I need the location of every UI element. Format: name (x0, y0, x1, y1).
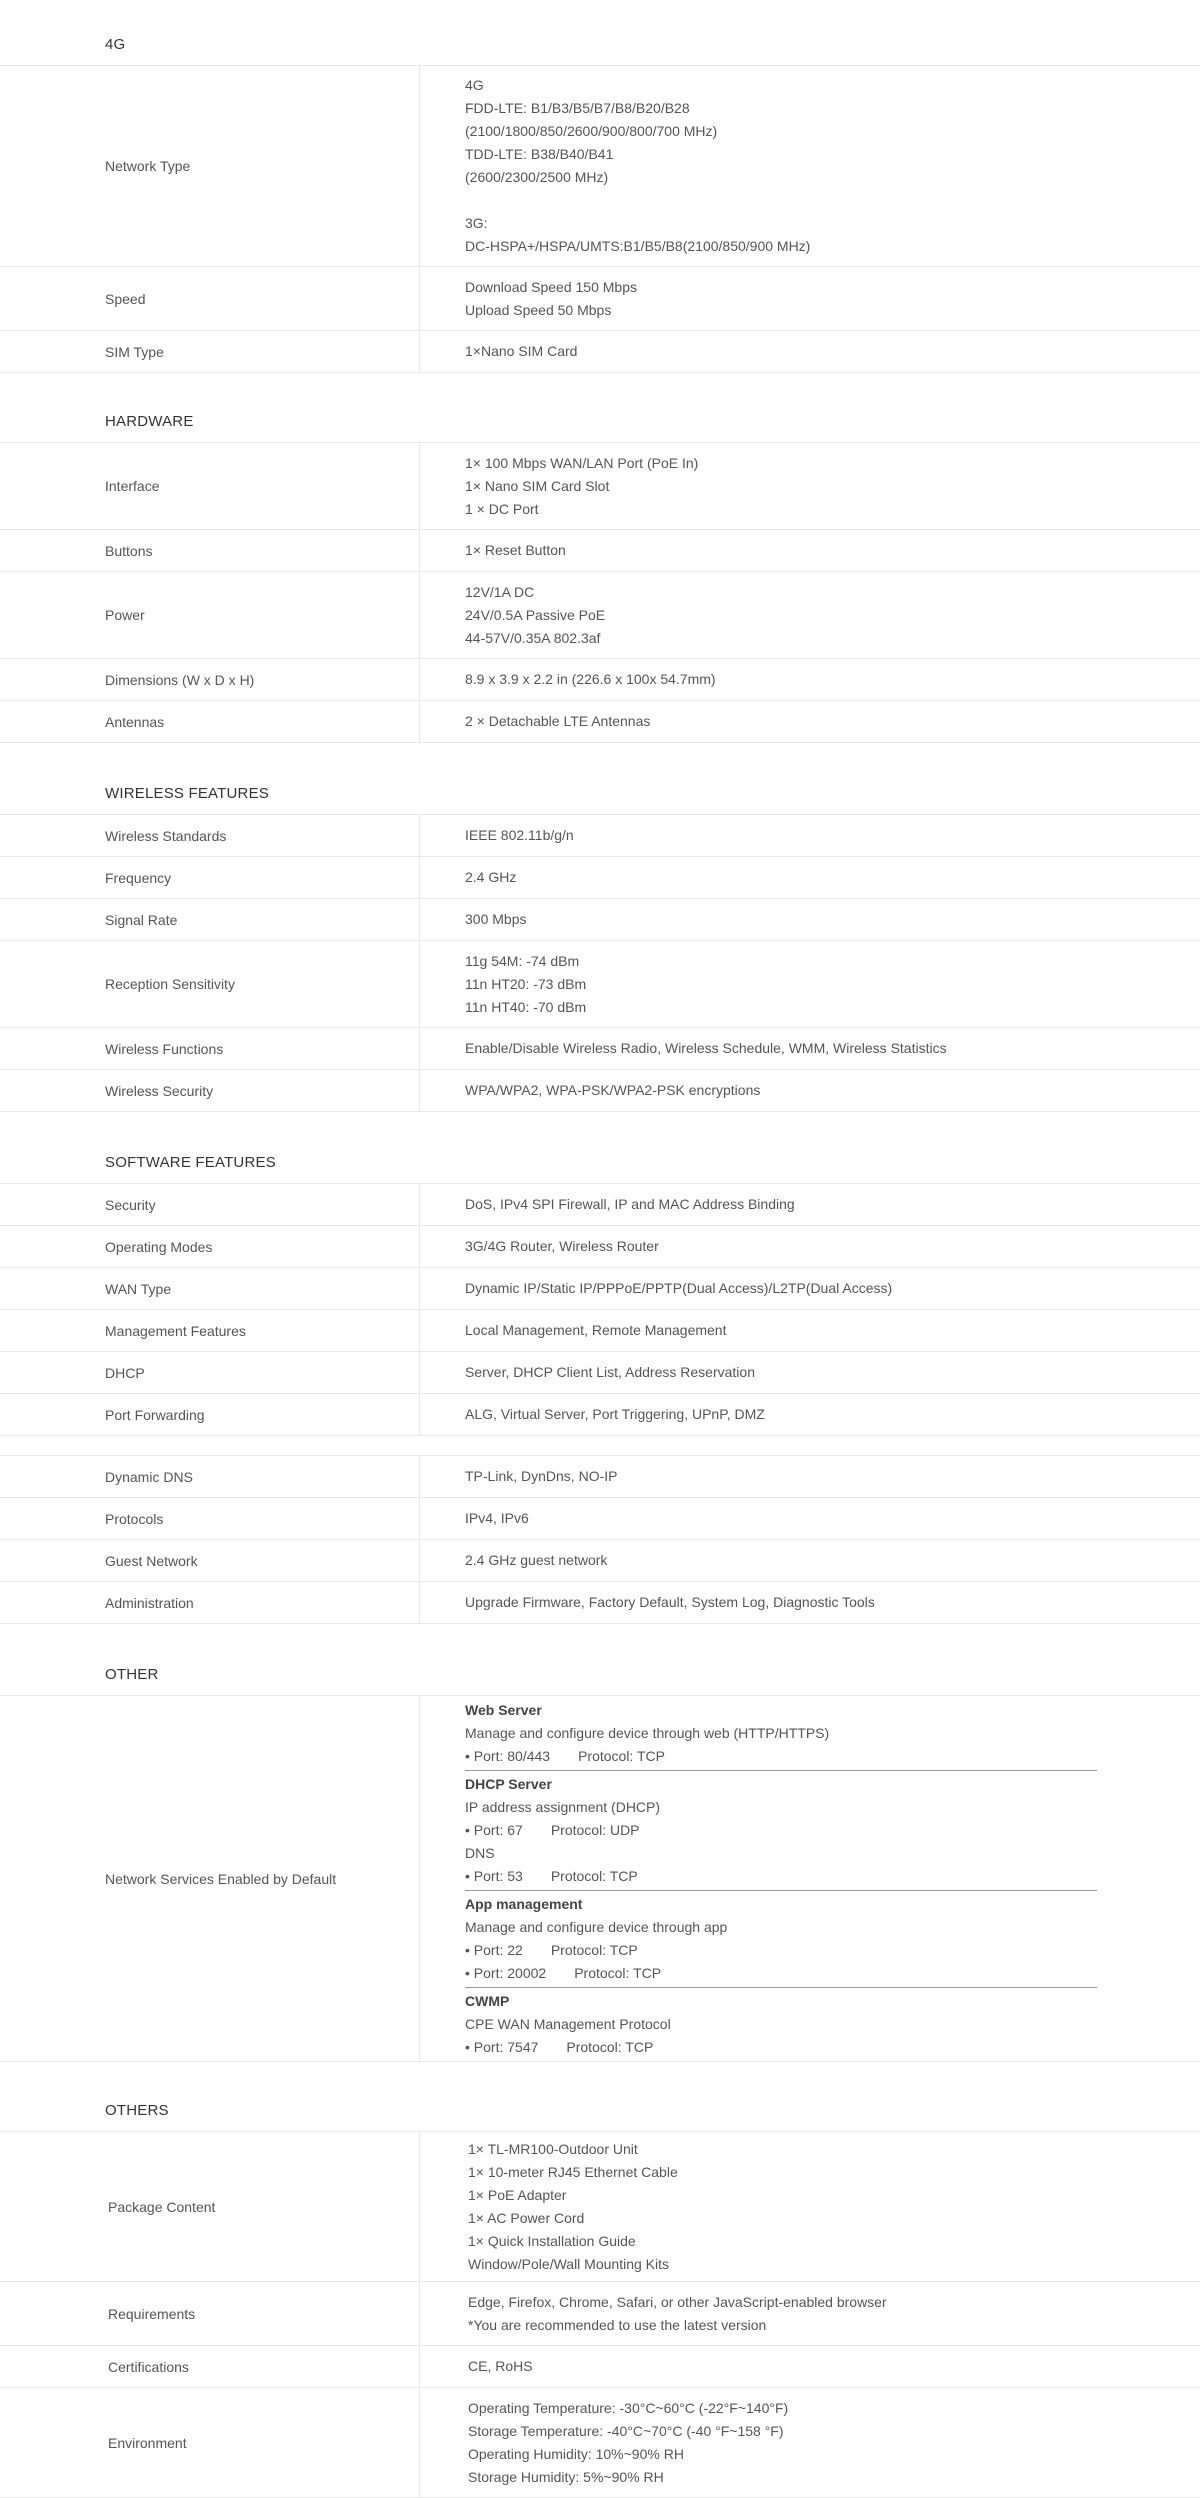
spec-value-line: Upload Speed 50 Mbps (465, 301, 612, 318)
spec-row (0, 66, 1200, 267)
spec-row (0, 1352, 1200, 1394)
spec-value-line: TP-Link, DynDns, NO-IP (465, 1468, 618, 1484)
spec-row (0, 2388, 1200, 2498)
spec-label: Environment (0, 2388, 420, 2497)
spec-row (0, 857, 1200, 899)
spec-row (0, 1184, 1200, 1226)
spec-row (0, 1582, 1200, 1624)
service-desc: Manage and configure device through app (465, 1918, 728, 1935)
spec-label: Dimensions (W x D x H) (0, 659, 420, 700)
spec-value-line: 2 × Detachable LTE Antennas (465, 713, 651, 729)
service-port-line (465, 1939, 1097, 1962)
spec-label: Antennas (0, 701, 420, 742)
service-port-line (465, 2036, 1097, 2059)
spec-value-line: Storage Temperature: -40°C~70°C (-40 °F~158 °F) (468, 2422, 784, 2439)
spec-label: Dynamic DNS (0, 1456, 420, 1497)
spec-label: Power (0, 572, 420, 658)
section-title-others: OTHERS (0, 2062, 1200, 2132)
spec-value (420, 815, 1200, 856)
spec-value (420, 1226, 1200, 1267)
service-extra: DNS (465, 1844, 495, 1861)
spec-value (420, 1028, 1200, 1069)
spec-label: WAN Type (0, 1268, 420, 1309)
spec-value-line: TDD-LTE: B38/B40/B41 (465, 146, 614, 162)
spec-label: Network Type (0, 66, 420, 266)
service-name: CWMP (465, 1992, 510, 2009)
spec-value-line: Storage Humidity: 5%~90% RH (468, 2468, 664, 2485)
spec-value (420, 1540, 1200, 1581)
spec-row (0, 267, 1200, 331)
spec-value-line: 1×Nano SIM Card (465, 343, 578, 359)
spec-value-line: 1× 100 Mbps WAN/LAN Port (PoE In) (465, 454, 699, 471)
spec-value-line: WPA/WPA2, WPA-PSK/WPA2-PSK encryptions (465, 1082, 761, 1098)
service-port: • Port: 67 (465, 1821, 523, 1838)
spec-value (420, 1498, 1200, 1539)
spec-label: Administration (0, 1582, 420, 1623)
spec-value-line: DoS, IPv4 SPI Firewall, IP and MAC Address Binding (465, 1196, 795, 1212)
blank-line (465, 189, 1200, 212)
spec-label: Reception Sensitivity (0, 941, 420, 1027)
service-protocol: Protocol: TCP (578, 1747, 665, 1764)
spec-value-line: 2.4 GHz guest network (465, 1552, 608, 1568)
spec-label: Signal Rate (0, 899, 420, 940)
spec-label: Wireless Standards (0, 815, 420, 856)
spec-value-line: Dynamic IP/Static IP/PPPoE/PPTP(Dual Access)/L2TP(Dual Access) (465, 1280, 893, 1296)
spec-label: DHCP (0, 1352, 420, 1393)
spec-value-line: Upgrade Firmware, Factory Default, System Log, Diagnostic Tools (465, 1594, 875, 1610)
section-title-other: OTHER (0, 1624, 1200, 1696)
spec-value-line: *You are recommended to use the latest version (468, 2316, 767, 2333)
spec-value-line: FDD-LTE: B1/B3/B5/B7/B8/B20/B28 (465, 100, 690, 116)
spec-label: Package Content (0, 2132, 420, 2281)
service-port: • Port: 20002 (465, 1964, 547, 1981)
spec-value (420, 331, 1200, 372)
service-name: Web Server (465, 1701, 542, 1718)
spec-row (0, 701, 1200, 743)
spec-value (420, 1582, 1200, 1623)
service-port: • Port: 80/443 (465, 1747, 551, 1764)
spec-value (420, 267, 1200, 330)
spec-row (0, 443, 1200, 530)
service-protocol: Protocol: TCP (566, 2038, 654, 2055)
services-row (0, 1696, 1200, 2062)
spec-value-line: 3G: (465, 215, 488, 231)
spec-row (0, 1028, 1200, 1070)
spec-value-line: IEEE 802.11b/g/n (465, 827, 574, 843)
section-title-software: SOFTWARE FEATURES (0, 1112, 1200, 1184)
services-label: Network Services Enabled by Default (0, 1696, 420, 2061)
spec-label: Port Forwarding (0, 1394, 420, 1435)
spec-label: Security (0, 1184, 420, 1225)
spec-value-line: Operating Temperature: -30°C~60°C (-22°F~140°F) (468, 2399, 789, 2416)
spec-value-line: 1× TL-MR100-Outdoor Unit (468, 2140, 638, 2157)
spec-value-line: Window/Pole/Wall Mounting Kits (468, 2255, 670, 2272)
service-name: DHCP Server (465, 1775, 552, 1792)
service-port-line (465, 1745, 1097, 1768)
spec-value-line: 11n HT40: -70 dBm (465, 998, 587, 1015)
spec-value-line: 12V/1A DC (465, 583, 535, 600)
spec-value-line: 1× Nano SIM Card Slot (465, 477, 610, 494)
service-port-line (465, 1819, 1097, 1842)
section-title-hardware: HARDWARE (0, 373, 1200, 443)
spec-value-line: 11n HT20: -73 dBm (465, 975, 587, 992)
spec-value-line: 1× AC Power Cord (468, 2209, 585, 2226)
spec-value-line: 1× Reset Button (465, 542, 566, 558)
service-protocol: Protocol: UDP (550, 1821, 640, 1838)
spec-value-line: 24V/0.5A Passive PoE (465, 606, 606, 623)
service-protocol: Protocol: TCP (550, 1867, 638, 1884)
service-port-line (465, 1865, 1097, 1888)
spec-value (420, 66, 1200, 266)
service-block (465, 1699, 1097, 1768)
spec-value (420, 1070, 1200, 1111)
service-protocol: Protocol: TCP (550, 1941, 638, 1958)
spec-value (420, 941, 1200, 1027)
spec-value-line: Operating Humidity: 10%~90% RH (468, 2445, 684, 2462)
spec-value-line: DC-HSPA+/HSPA/UMTS:B1/B5/B8(2100/850/900 MHz) (465, 238, 811, 254)
service-block (465, 1890, 1097, 1985)
spec-value-line: 1× 10-meter RJ45 Ethernet Cable (468, 2163, 678, 2180)
spec-value (420, 659, 1200, 700)
spec-value (420, 1394, 1200, 1435)
spec-label: Frequency (0, 857, 420, 898)
spec-label: Operating Modes (0, 1226, 420, 1267)
spec-label: Certifications (0, 2346, 420, 2387)
service-port: • Port: 22 (465, 1941, 523, 1958)
spec-label: Buttons (0, 530, 420, 571)
spec-label: Management Features (0, 1310, 420, 1351)
service-desc: IP address assignment (DHCP) (465, 1798, 661, 1815)
spec-row (0, 659, 1200, 701)
spec-value-line: 44-57V/0.35A 802.3af (465, 629, 601, 646)
spec-value-line: 2.4 GHz (465, 869, 517, 885)
spec-value (420, 1352, 1200, 1393)
spec-value-line: 1 × DC Port (465, 500, 539, 517)
spec-row (0, 1394, 1200, 1436)
spec-value (420, 2132, 1200, 2281)
spec-value (420, 701, 1200, 742)
spec-value-line: CE, RoHS (468, 2358, 533, 2374)
spec-value-line: Server, DHCP Client List, Address Reservation (465, 1364, 755, 1380)
spec-row (0, 1456, 1200, 1498)
spec-value-line: 3G/4G Router, Wireless Router (465, 1238, 659, 1254)
spec-label: Speed (0, 267, 420, 330)
service-block (465, 1770, 1097, 1888)
spec-value (420, 572, 1200, 658)
service-port: • Port: 7547 (465, 2038, 539, 2055)
spec-row (0, 1268, 1200, 1310)
spec-label: Guest Network (0, 1540, 420, 1581)
service-protocol: Protocol: TCP (574, 1964, 662, 1981)
spec-value-line: Download Speed 150 Mbps (465, 278, 638, 295)
spec-value (420, 530, 1200, 571)
spec-value-line: Local Management, Remote Management (465, 1322, 727, 1338)
spec-label: Wireless Security (0, 1070, 420, 1111)
spec-row (0, 1498, 1200, 1540)
service-name: App management (465, 1895, 583, 1912)
spec-value-line: IPv4, IPv6 (465, 1510, 529, 1526)
spec-value (420, 2346, 1200, 2387)
spec-row (0, 941, 1200, 1028)
spec-value (420, 1184, 1200, 1225)
ghost-divider (0, 1436, 1200, 1456)
spec-value (420, 857, 1200, 898)
spec-row (0, 899, 1200, 941)
spec-value (420, 2282, 1200, 2345)
spec-row (0, 1310, 1200, 1352)
spec-row (0, 331, 1200, 373)
spec-value-line: 8.9 x 3.9 x 2.2 in (226.6 x 100x 54.7mm) (465, 671, 716, 687)
spec-label: SIM Type (0, 331, 420, 372)
spec-value (420, 1310, 1200, 1351)
section-title-4g: 4G (0, 0, 1200, 66)
spec-row (0, 815, 1200, 857)
service-desc: CPE WAN Management Protocol (465, 2015, 671, 2032)
spec-value-line: 1× PoE Adapter (468, 2186, 567, 2203)
spec-row (0, 530, 1200, 572)
spec-label: Wireless Functions (0, 1028, 420, 1069)
spec-row (0, 1070, 1200, 1112)
spec-label: Requirements (0, 2282, 420, 2345)
spec-row (0, 1540, 1200, 1582)
spec-value-line: (2100/1800/850/2600/900/800/700 MHz) (465, 123, 718, 139)
spec-value-line: ALG, Virtual Server, Port Triggering, UPnP, DMZ (465, 1406, 765, 1422)
spec-value-line: Edge, Firefox, Chrome, Safari, or other JavaScript-enabled browser (468, 2293, 887, 2310)
service-port: • Port: 53 (465, 1867, 523, 1884)
section-title-wireless: WIRELESS FEATURES (0, 743, 1200, 815)
service-block (465, 1987, 1097, 2059)
spec-row (0, 572, 1200, 659)
spec-value-line: 11g 54M: -74 dBm (465, 952, 580, 969)
spec-label: Protocols (0, 1498, 420, 1539)
spec-row (0, 2132, 1200, 2282)
spec-value-line: 4G (465, 77, 484, 93)
spec-row (0, 1226, 1200, 1268)
spec-value-line: Enable/Disable Wireless Radio, Wireless Schedule, WMM, Wireless Statistics (465, 1040, 947, 1056)
spec-value (420, 2388, 1200, 2497)
spec-value (420, 1268, 1200, 1309)
services-list (420, 1696, 1200, 2061)
spec-row (0, 2346, 1200, 2388)
service-desc: Manage and configure device through web (HTTP/HTTPS) (465, 1724, 830, 1741)
spec-value (420, 443, 1200, 529)
spec-value (420, 1456, 1200, 1497)
spec-value-line: (2600/2300/2500 MHz) (465, 169, 609, 185)
spec-row (0, 2282, 1200, 2346)
spec-label: Interface (0, 443, 420, 529)
spec-value-line: 1× Quick Installation Guide (468, 2232, 636, 2249)
spec-value (420, 899, 1200, 940)
service-port-line (465, 1962, 1097, 1985)
spec-value-line: 300 Mbps (465, 911, 527, 927)
